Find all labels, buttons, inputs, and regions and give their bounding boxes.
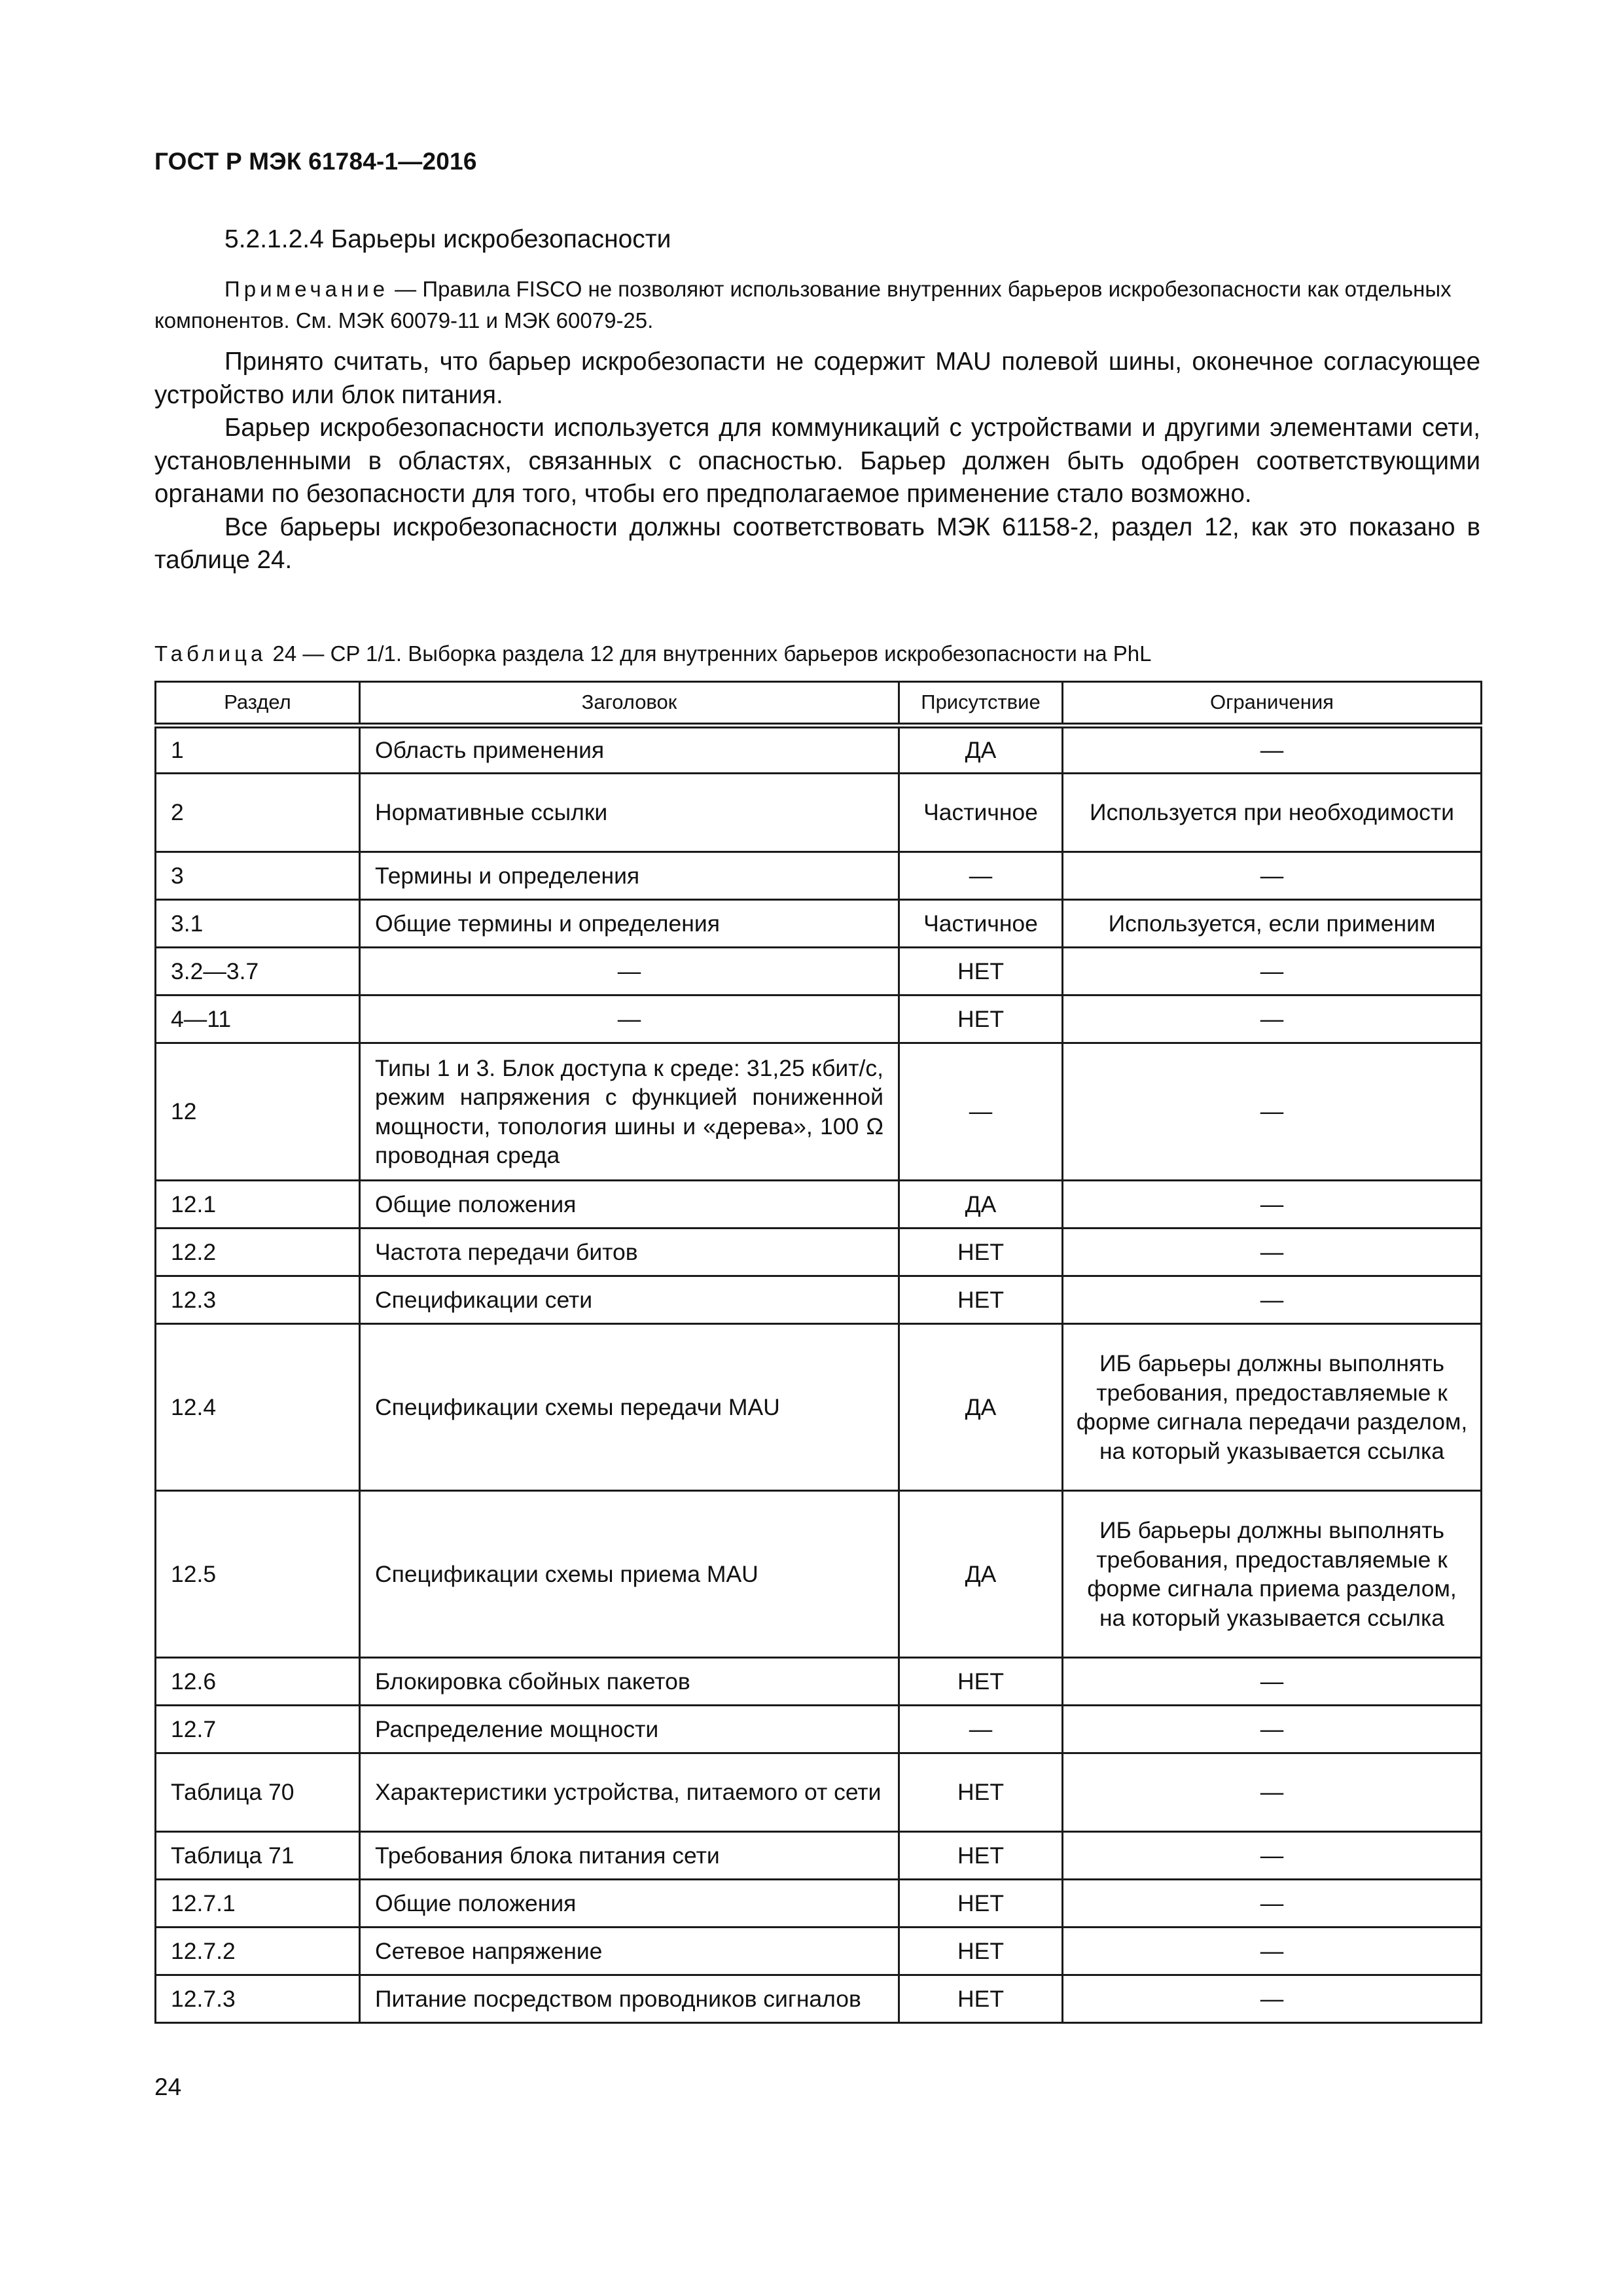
table-row	[156, 774, 1482, 852]
table-row	[156, 1276, 1482, 1324]
cell-title: Термины и определения	[360, 852, 899, 900]
cell-title: Питание посредством проводников сигналов	[360, 1975, 899, 2023]
cell-presence: ДА	[899, 726, 1063, 774]
cell-presence: ДА	[899, 1181, 1063, 1229]
cell-limits: —	[1063, 1880, 1482, 1928]
note-block	[154, 274, 1480, 336]
cell-presence: Частичное	[899, 900, 1063, 948]
cell-title: Нормативные ссылки	[360, 774, 899, 852]
cell-title: Спецификации сети	[360, 1276, 899, 1324]
cell-presence: НЕТ	[899, 1229, 1063, 1276]
cell-title: Требования блока питания сети	[360, 1832, 899, 1880]
cell-limits: —	[1063, 996, 1482, 1043]
cell-section: 12.2	[156, 1229, 360, 1276]
table-row	[156, 1832, 1482, 1880]
cell-limits: ИБ барьеры должны выполнять требования, предоставляемые к форме сигнала передачи разделом, на который указывается ссылка	[1063, 1324, 1482, 1491]
cell-presence: НЕТ	[899, 1276, 1063, 1324]
table-caption-label: Таблица	[154, 641, 267, 666]
column-header-section: Раздел	[156, 682, 360, 726]
table-row	[156, 852, 1482, 900]
cell-presence: —	[899, 1043, 1063, 1181]
column-header-presence: Присутствие	[899, 682, 1063, 726]
cell-presence: НЕТ	[899, 1832, 1063, 1880]
table-caption-text: 24 — CP 1/1. Выборка раздела 12 для внутренних барьеров искробезопасности на PhL	[266, 641, 1152, 666]
cell-presence: НЕТ	[899, 1880, 1063, 1928]
cell-limits: —	[1063, 1181, 1482, 1229]
table-row	[156, 1928, 1482, 1975]
cell-section: 12.1	[156, 1181, 360, 1229]
table-row	[156, 900, 1482, 948]
cell-title: Общие положения	[360, 1181, 899, 1229]
cell-section: 12.7.2	[156, 1928, 360, 1975]
cell-section: 12	[156, 1043, 360, 1181]
cell-section: 3	[156, 852, 360, 900]
table-row	[156, 1880, 1482, 1928]
cell-title: Спецификации схемы передачи MAU	[360, 1324, 899, 1491]
table-row	[156, 1658, 1482, 1706]
cell-title: Распределение мощности	[360, 1706, 899, 1753]
cell-presence: —	[899, 852, 1063, 900]
table-row	[156, 1229, 1482, 1276]
cell-title: Общие термины и определения	[360, 900, 899, 948]
body-paragraph: Барьер искробезопасности используется для коммуникаций с устройствами и другими элементами сети, установленными в областях, связанных с опасностью. Барьер должен быть одобрен соответствующими органами по безопасности для того, чтобы его предполагаемое применение стало возможно.	[154, 414, 1480, 508]
cell-presence: ДА	[899, 1324, 1063, 1491]
cell-section: 12.4	[156, 1324, 360, 1491]
cell-title: —	[360, 948, 899, 996]
cell-title: Общие положения	[360, 1880, 899, 1928]
cell-section: 12.7	[156, 1706, 360, 1753]
cell-title: Типы 1 и 3. Блок доступа к среде: 31,25 кбит/с, режим напряжения с функцией пониженной мощности, топология шины и «дерева», 100 Ω проводная среда	[360, 1043, 899, 1181]
cell-limits: —	[1063, 852, 1482, 900]
cell-presence: НЕТ	[899, 996, 1063, 1043]
requirements-table	[154, 681, 1482, 2024]
column-header-title: Заголовок	[360, 682, 899, 726]
table-caption	[154, 641, 1151, 666]
table-body	[156, 726, 1482, 2023]
note-text: — Правила FISCO не позволяют использование внутренних барьеров искробезопасности как отдельных компонентов. См. МЭК 60079-11 и МЭК 60079-25.	[154, 277, 1452, 332]
cell-section: 1	[156, 726, 360, 774]
cell-limits: —	[1063, 1706, 1482, 1753]
cell-title: —	[360, 996, 899, 1043]
table-row	[156, 726, 1482, 774]
cell-section: 4—11	[156, 996, 360, 1043]
table-row	[156, 1043, 1482, 1181]
cell-section: 12.5	[156, 1491, 360, 1658]
table-header-row	[156, 682, 1482, 726]
cell-presence: НЕТ	[899, 948, 1063, 996]
cell-title: Блокировка сбойных пакетов	[360, 1658, 899, 1706]
cell-limits: —	[1063, 1832, 1482, 1880]
cell-limits: —	[1063, 1229, 1482, 1276]
body-text	[154, 346, 1480, 577]
cell-section: 12.6	[156, 1658, 360, 1706]
table-row	[156, 1753, 1482, 1832]
body-paragraph: Принято считать, что барьер искробезопасти не содержит MAU полевой шины, оконечное согласующее устройство или блок питания.	[154, 348, 1480, 409]
cell-section: 2	[156, 774, 360, 852]
cell-title: Спецификации схемы приема MAU	[360, 1491, 899, 1658]
cell-section: Таблица 70	[156, 1753, 360, 1832]
cell-title: Характеристики устройства, питаемого от сети	[360, 1753, 899, 1832]
page-number: 24	[154, 2073, 182, 2100]
section-heading: 5.2.1.2.4 Барьеры искробезопасности	[224, 225, 671, 253]
table-row	[156, 1324, 1482, 1491]
cell-title: Сетевое напряжение	[360, 1928, 899, 1975]
table-row	[156, 1706, 1482, 1753]
cell-limits: Используется при необходимости	[1063, 774, 1482, 852]
note-label: Примечание	[224, 277, 389, 301]
table-row	[156, 996, 1482, 1043]
cell-section: 3.1	[156, 900, 360, 948]
cell-presence: НЕТ	[899, 1975, 1063, 2023]
cell-presence: Частичное	[899, 774, 1063, 852]
cell-presence: НЕТ	[899, 1753, 1063, 1832]
cell-limits: —	[1063, 1928, 1482, 1975]
cell-limits: —	[1063, 1753, 1482, 1832]
cell-limits: —	[1063, 1975, 1482, 2023]
cell-limits: —	[1063, 726, 1482, 774]
cell-limits: Используется, если применим	[1063, 900, 1482, 948]
cell-limits: ИБ барьеры должны выполнять требования, предоставляемые к форме сигнала приема разделом, на который указывается ссылка	[1063, 1491, 1482, 1658]
table-row	[156, 948, 1482, 996]
cell-presence: —	[899, 1706, 1063, 1753]
column-header-limits: Ограничения	[1063, 682, 1482, 726]
body-paragraph: Все барьеры искробезопасности должны соответствовать МЭК 61158-2, раздел 12, как это показано в таблице 24.	[154, 512, 1480, 574]
cell-title: Частота передачи битов	[360, 1229, 899, 1276]
table-row	[156, 1491, 1482, 1658]
cell-limits: —	[1063, 1043, 1482, 1181]
table-row	[156, 1975, 1482, 2023]
cell-section: 12.3	[156, 1276, 360, 1324]
table-row	[156, 1181, 1482, 1229]
cell-presence: НЕТ	[899, 1658, 1063, 1706]
cell-limits: —	[1063, 1658, 1482, 1706]
cell-section: 12.7.3	[156, 1975, 360, 2023]
cell-section: 3.2—3.7	[156, 948, 360, 996]
cell-presence: НЕТ	[899, 1928, 1063, 1975]
cell-section: Таблица 71	[156, 1832, 360, 1880]
cell-limits: —	[1063, 1276, 1482, 1324]
standard-title: ГОСТ Р МЭК 61784-1—2016	[154, 148, 477, 175]
cell-section: 12.7.1	[156, 1880, 360, 1928]
cell-title: Область применения	[360, 726, 899, 774]
cell-limits: —	[1063, 948, 1482, 996]
cell-presence: ДА	[899, 1491, 1063, 1658]
